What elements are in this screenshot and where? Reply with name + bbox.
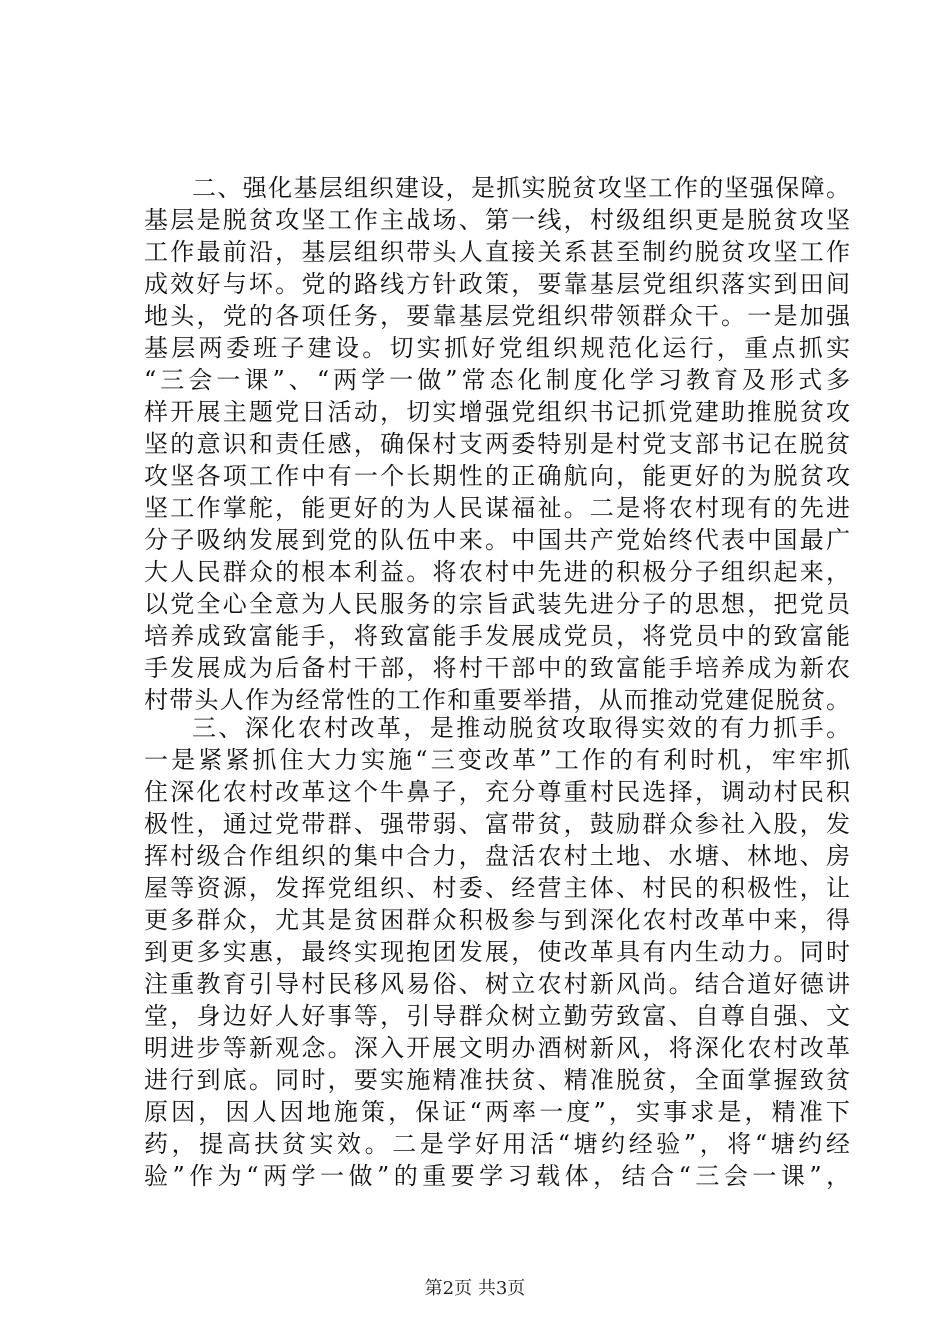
text-line: 验”作为“两学一做”的重要学习载体，结合“三会一课”， bbox=[144, 1162, 855, 1190]
text-line: “三会一课”、“两学一做”常态化制度化学习教育及形式多 bbox=[144, 366, 855, 394]
text-line: 分子吸纳发展到党的队伍中来。中国共产党始终代表中国最广 bbox=[144, 526, 853, 554]
text-line: 极性，通过党带群、强带弱、富带贫，鼓励群众参社入股，发 bbox=[144, 810, 853, 838]
text-line: 屋等资源，发挥党组织、村委、经营主体、村民的积极性，让 bbox=[144, 874, 853, 902]
text-line: 攻坚各项工作中有一个长期性的正确航向，能更好的为脱贫攻 bbox=[144, 462, 853, 490]
text-line: 地头，党的各项任务，要靠基层党组织带领群众干。一是加强 bbox=[144, 302, 853, 330]
text-line: 手发展成为后备村干部，将村干部中的致富能手培养成为新农 bbox=[144, 654, 853, 682]
text-line: 坚的意识和责任感，确保村支两委特别是村党支部书记在脱贫 bbox=[144, 430, 853, 458]
text-line: 进行到底。同时，要实施精准扶贫、精准脱贫，全面掌握致贫 bbox=[144, 1066, 853, 1094]
paragraph-section-2 bbox=[144, 172, 855, 716]
text-line: 到更多实惠，最终实现抱团发展，使改革具有内生动力。同时 bbox=[144, 938, 853, 966]
page-footer: 第2页 共3页 bbox=[424, 1278, 526, 1299]
text-line: 基层两委班子建设。切实抓好党组织规范化运行，重点抓实 bbox=[144, 334, 854, 362]
text-line: 基层是脱贫攻坚工作主战场、第一线，村级组织更是脱贫攻坚 bbox=[144, 206, 853, 234]
text-line: 培养成致富能手，将致富能手发展成党员，将党员中的致富能 bbox=[144, 622, 853, 650]
text-line: 工作最前沿，基层组织带头人直接关系甚至制约脱贫攻坚工作 bbox=[144, 238, 853, 266]
text-line: 挥村级合作组织的集中合力，盘活农村土地、水塘、林地、房 bbox=[144, 842, 853, 870]
text-line: 二、强化基层组织建设，是抓实脱贫攻坚工作的坚强保障。 bbox=[192, 174, 852, 202]
text-line: 三、深化农村改革，是推动脱贫攻取得实效的有力抓手。 bbox=[192, 714, 853, 742]
text-line: 大人民群众的根本利益。将农村中先进的积极分子组织起来， bbox=[144, 558, 853, 586]
text-line: 堂，身边好人好事等，引导群众树立勤劳致富、自尊自强、文 bbox=[144, 1002, 853, 1030]
text-line: 坚工作掌舵，能更好的为人民谋福祉。二是将农村现有的先进 bbox=[144, 494, 853, 522]
text-line: 原因，因人因地施策，保证“两率一度”，实事求是，精准下 bbox=[144, 1098, 854, 1126]
text-line: 成效好与坏。党的路线方针政策，要靠基层党组织落实到田间 bbox=[144, 270, 853, 298]
text-line: 样开展主题党日活动，切实增强党组织书记抓党建助推脱贫攻 bbox=[144, 398, 853, 426]
text-line: 以党全心全意为人民服务的宗旨武装先进分子的思想，把党员 bbox=[144, 590, 853, 618]
paragraph-section-3 bbox=[144, 712, 855, 1192]
text-line: 更多群众，尤其是贫困群众积极参与到深化农村改革中来，得 bbox=[144, 906, 853, 934]
text-line: 村带头人作为经常性的工作和重要举措，从而推动党建促脱贫。 bbox=[144, 686, 852, 714]
text-line: 药，提高扶贫实效。二是学好用活“塘约经验”，将“塘约经 bbox=[144, 1130, 854, 1158]
text-line: 一是紧紧抓住大力实施“三变改革”工作的有利时机，牢牢抓 bbox=[144, 746, 854, 774]
text-line: 明进步等新观念。深入开展文明办酒树新风，将深化农村改革 bbox=[144, 1034, 853, 1062]
text-line: 注重教育引导村民移风易俗、树立农村新风尚。结合道好德讲 bbox=[144, 970, 853, 998]
text-line: 住深化农村改革这个牛鼻子，充分尊重村民选择，调动村民积 bbox=[144, 778, 853, 806]
